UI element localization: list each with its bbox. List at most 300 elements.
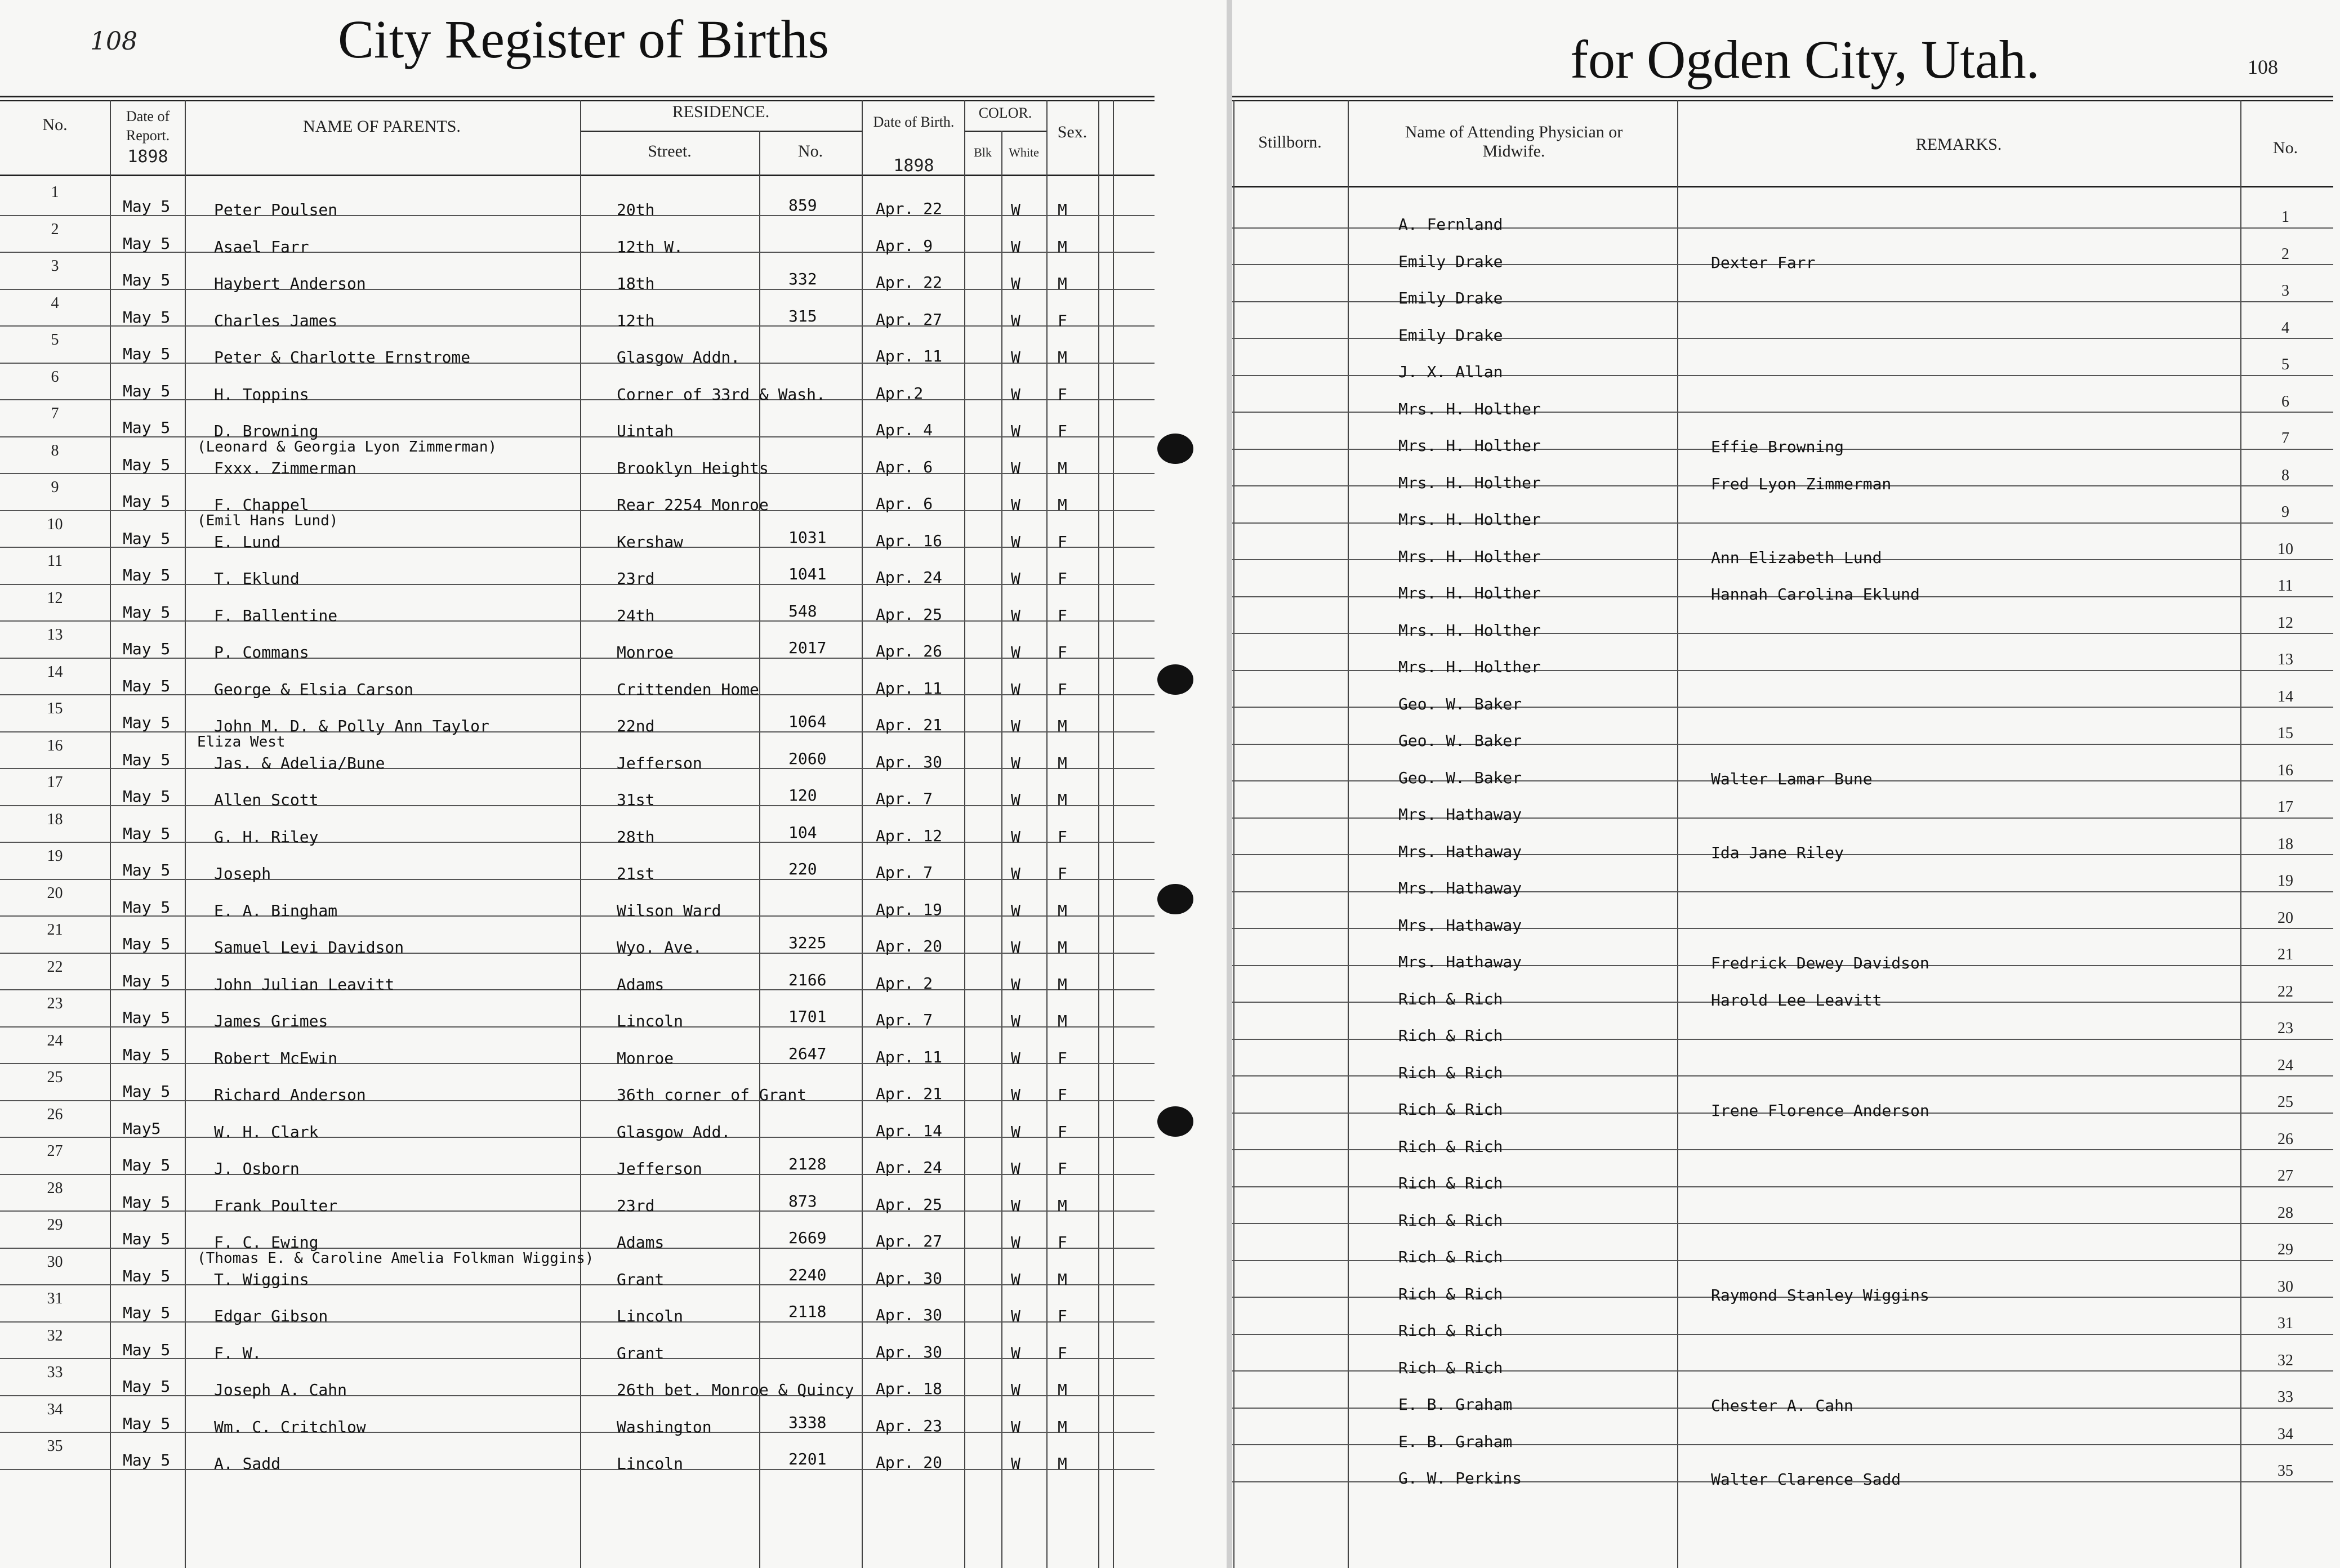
parents-name: Frank Poulter [214, 1196, 338, 1215]
street: 23rd [617, 1196, 655, 1215]
color: W [1011, 975, 1020, 994]
row-number: 28 [47, 1179, 63, 1197]
book-spine [1227, 0, 1232, 1568]
parents-name: F. C. Ewing [214, 1233, 319, 1252]
row-number: 23 [47, 995, 63, 1012]
row-number: 26 [2277, 1130, 2293, 1148]
row-number: 32 [2277, 1351, 2293, 1369]
row-rule [0, 1100, 1155, 1101]
street: Uintah [617, 422, 674, 440]
birth-date: Apr. 7 [876, 1011, 933, 1029]
color: W [1011, 938, 1020, 957]
street-number: 2240 [788, 1265, 827, 1284]
row-rule [0, 510, 1155, 511]
birth-date: Apr. 26 [876, 642, 943, 660]
parents-name: Peter & Charlotte Ernstrome [214, 348, 471, 367]
header-no: No. [2272, 139, 2298, 157]
sex: F [1058, 1233, 1067, 1252]
report-date: May 5 [123, 307, 171, 327]
parents-name: George & Elsia Carson [214, 680, 414, 699]
birth-date: Apr. 30 [876, 1342, 943, 1361]
street-number: 3338 [788, 1413, 827, 1432]
birth-date: Apr. 23 [876, 1416, 943, 1435]
street-number: 2166 [788, 970, 827, 989]
row-rule [1232, 1370, 2333, 1372]
residence-sub-rule [580, 131, 862, 132]
row-number: 19 [2277, 872, 2293, 890]
birth-date: Apr. 7 [876, 789, 933, 808]
row-number: 7 [51, 405, 59, 422]
row-rule [1232, 1075, 2333, 1076]
row-number: 33 [2277, 1388, 2293, 1406]
report-date: May 5 [123, 787, 171, 806]
col-divider [185, 100, 186, 1568]
physician-name: E. B. Graham [1398, 1395, 1513, 1414]
row-number: 12 [2277, 614, 2293, 632]
street-number: 2017 [788, 638, 827, 657]
col-divider [759, 131, 760, 1568]
row-rule [1232, 744, 2333, 745]
sex: F [1058, 606, 1067, 625]
physician-name: Rich & Rich [1398, 1100, 1503, 1119]
parents-name: F. Chappel [214, 495, 309, 514]
report-date: May 5 [123, 529, 171, 548]
birth-date: Apr. 7 [876, 863, 933, 882]
parents-name: John M. D. & Polly Ann Taylor [214, 717, 489, 735]
parents-name: W. H. Clark [214, 1122, 319, 1141]
sex: F [1058, 385, 1067, 404]
sex: F [1058, 422, 1067, 440]
report-date: May 5 [123, 676, 171, 695]
sex: M [1058, 975, 1067, 994]
street-number: 220 [788, 860, 817, 878]
row-number: 28 [2277, 1204, 2293, 1222]
birth-date: Apr. 25 [876, 1195, 943, 1214]
color: W [1011, 1270, 1020, 1289]
parents-name: E. A. Bingham [214, 901, 338, 920]
sex: M [1058, 458, 1067, 477]
col-divider [964, 100, 965, 1568]
row-rule [1232, 412, 2333, 413]
physician-name: J. X. Allan [1398, 363, 1503, 381]
color: W [1011, 753, 1020, 772]
row-number: 16 [2277, 761, 2293, 779]
report-date: May 5 [123, 824, 171, 843]
color: W [1011, 864, 1020, 883]
header-birth-year: 1898 [893, 156, 934, 176]
row-rule [1232, 670, 2333, 671]
row-rule [0, 1432, 1155, 1433]
parents-name: Charles James [214, 311, 338, 330]
street: Grant [617, 1343, 665, 1362]
birth-date: Apr. 11 [876, 678, 943, 698]
row-number: 31 [2277, 1315, 2293, 1332]
sex: F [1058, 680, 1067, 699]
row-number: 7 [2281, 430, 2289, 447]
row-number: 35 [47, 1437, 63, 1455]
street: Glasgow Addn. [617, 348, 741, 367]
sex: M [1058, 790, 1067, 809]
parents-name: Jas. & Adelia/Bune [214, 753, 385, 772]
header-name-of-parents: NAME OF PARENTS. [303, 117, 461, 136]
row-number: 6 [2281, 392, 2289, 410]
physician-name: Rich & Rich [1398, 1137, 1503, 1156]
street: 31st [617, 790, 655, 809]
row-number: 32 [47, 1326, 63, 1344]
physician-name: Geo. W. Baker [1398, 731, 1522, 750]
row-rule [0, 1284, 1155, 1285]
physician-name: Mrs. Hathaway [1398, 879, 1522, 897]
sex: M [1058, 348, 1067, 367]
header-street-no: No. [797, 142, 823, 160]
street: 24th [617, 606, 655, 625]
color-sub-rule [964, 131, 1046, 132]
parents-name: James Grimes [214, 1012, 328, 1030]
header-bottom-rule [0, 175, 1155, 176]
top-rule [0, 96, 1155, 97]
street-number: 2201 [788, 1450, 827, 1468]
row-number: 2 [2281, 245, 2289, 263]
row-rule [0, 1469, 1155, 1470]
report-date: May 5 [123, 1303, 171, 1322]
physician-name: Mrs. Hathaway [1398, 805, 1522, 824]
parents-note: Eliza West [197, 733, 286, 751]
physician-name: Geo. W. Baker [1398, 694, 1522, 713]
report-date: May 5 [123, 234, 171, 253]
row-rule [0, 620, 1155, 622]
row-rule [0, 1395, 1155, 1396]
row-rule [1232, 633, 2333, 634]
row-rule [0, 879, 1155, 880]
physician-name: Mrs. Hathaway [1398, 953, 1522, 971]
physician-name: Mrs. H. Holther [1398, 399, 1541, 418]
remarks: Chester A. Cahn [1711, 1396, 1853, 1415]
row-rule [1232, 1186, 2333, 1187]
sex: M [1058, 753, 1067, 772]
row-number: 27 [2277, 1167, 2293, 1185]
report-date: May 5 [123, 935, 171, 953]
row-rule [1232, 1260, 2333, 1261]
binder-hole [1157, 664, 1193, 695]
street-number: 315 [788, 306, 817, 325]
report-date: May 5 [123, 1451, 171, 1469]
color: W [1011, 200, 1020, 219]
header-color: COLOR. [978, 105, 1032, 121]
report-date: May 5 [123, 750, 171, 769]
row-number: 14 [47, 663, 63, 681]
street-number: 1701 [788, 1007, 827, 1026]
street: Kershaw [617, 532, 684, 551]
color: W [1011, 827, 1020, 846]
color: W [1011, 385, 1020, 404]
color: W [1011, 680, 1020, 699]
row-number: 9 [51, 479, 59, 496]
report-date: May 5 [123, 197, 171, 216]
row-number: 5 [2281, 356, 2289, 373]
color: W [1011, 569, 1020, 588]
col-divider [1677, 100, 1678, 1568]
row-number: 1 [51, 184, 59, 201]
row-number: 3 [2281, 282, 2289, 300]
street: 26th bet. Monroe & Quincy [617, 1381, 854, 1399]
street: Lincoln [617, 1454, 684, 1473]
street-number: 2118 [788, 1302, 827, 1321]
row-number: 21 [2277, 946, 2293, 963]
page-number: 108 [90, 27, 137, 56]
parents-name: P. Commans [214, 643, 309, 662]
row-rule [0, 989, 1155, 990]
sex: F [1058, 864, 1067, 883]
street-number: 859 [788, 196, 817, 215]
birth-date: Apr. 20 [876, 937, 943, 955]
street: 28th [617, 827, 655, 846]
parents-name: Edgar Gibson [214, 1307, 328, 1325]
street: 12th W. [617, 237, 684, 256]
row-number: 22 [47, 958, 63, 976]
row-number: 15 [47, 700, 63, 717]
row-number: 12 [47, 589, 63, 607]
row-rule [0, 805, 1155, 806]
street: Rear 2254 Monroe [617, 495, 769, 514]
physician-name: Mrs. H. Holther [1398, 473, 1541, 492]
physician-name: Mrs. H. Holther [1398, 584, 1541, 602]
row-number: 25 [47, 1069, 63, 1086]
row-number: 29 [2277, 1241, 2293, 1258]
row-number: 2 [51, 220, 59, 238]
row-number: 8 [51, 441, 59, 459]
row-number: 18 [47, 810, 63, 828]
report-date: May 5 [123, 1377, 171, 1396]
parents-name: G. H. Riley [214, 827, 319, 846]
street: Washington [617, 1417, 712, 1436]
header-blk: Blk [974, 145, 992, 159]
sex: F [1058, 1085, 1067, 1104]
report-date: May 5 [123, 1230, 171, 1248]
row-number: 34 [47, 1400, 63, 1418]
street: Lincoln [617, 1012, 684, 1030]
col-divider [1046, 100, 1048, 1568]
row-rule [0, 1248, 1155, 1249]
col-divider [1233, 100, 1234, 1568]
row-number: 34 [2277, 1425, 2293, 1443]
birth-date: Apr. 25 [876, 605, 943, 624]
color: W [1011, 348, 1020, 367]
row-rule [0, 953, 1155, 954]
row-rule [0, 399, 1155, 400]
col-divider [110, 100, 111, 1568]
birth-date: Apr. 24 [876, 568, 943, 587]
sex: F [1058, 1159, 1067, 1178]
parents-name: F. W. [214, 1343, 262, 1362]
row-number: 31 [47, 1290, 63, 1307]
birth-date: Apr. 19 [876, 900, 943, 919]
sex: M [1058, 237, 1067, 256]
report-date: May 5 [123, 455, 171, 474]
street: Monroe [617, 1048, 674, 1067]
street-number: 2647 [788, 1044, 827, 1063]
row-rule [1232, 1039, 2333, 1040]
birth-date: Apr.2 [876, 383, 924, 403]
remarks: Ann Elizabeth Lund [1711, 548, 1882, 567]
row-number: 11 [2277, 577, 2293, 595]
street: 23rd [617, 569, 655, 588]
color: W [1011, 1343, 1020, 1362]
header-no: No. [42, 115, 68, 134]
color: W [1011, 495, 1020, 514]
row-number: 13 [47, 626, 63, 644]
parents-name: Fxxx. Zimmerman [214, 458, 356, 477]
row-rule [1232, 522, 2333, 524]
parents-name: J. Osborn [214, 1159, 300, 1178]
parents-name: Haybert Anderson [214, 274, 366, 293]
row-number: 21 [47, 921, 63, 939]
row-number: 9 [2281, 503, 2289, 521]
header-bottom-rule [1232, 186, 2333, 187]
color: W [1011, 311, 1020, 330]
color: W [1011, 1122, 1020, 1141]
sex: F [1058, 1048, 1067, 1067]
report-date: May 5 [123, 1008, 171, 1027]
report-date: May 5 [123, 640, 171, 658]
parents-name: D. Browning [214, 422, 319, 440]
row-number: 35 [2277, 1462, 2293, 1480]
row-rule [1232, 227, 2333, 229]
header-sex: Sex. [1057, 123, 1087, 141]
sex: M [1058, 1417, 1067, 1436]
color: W [1011, 532, 1020, 551]
remarks: Harold Lee Leavitt [1711, 990, 1882, 1009]
birth-date: Apr. 11 [876, 1047, 943, 1066]
birth-date: Apr. 21 [876, 716, 943, 734]
remarks: Walter Lamar Bune [1711, 769, 1873, 788]
street: Crittenden Home [617, 680, 759, 699]
street: Wilson Ward [617, 901, 721, 920]
sex: F [1058, 1343, 1067, 1362]
row-number: 1 [2281, 208, 2289, 226]
report-date: May 5 [123, 1340, 171, 1359]
birth-date: Apr. 12 [876, 826, 943, 845]
row-number: 24 [47, 1031, 63, 1049]
row-rule [1232, 928, 2333, 929]
parents-name: Allen Scott [214, 790, 319, 809]
street: Wyo. Ave. [617, 938, 702, 957]
row-rule [1232, 891, 2333, 892]
report-date: May 5 [123, 1266, 171, 1285]
physician-name: Rich & Rich [1398, 1026, 1503, 1045]
row-number: 27 [47, 1142, 63, 1160]
row-rule [0, 325, 1155, 327]
top-rule-2 [0, 100, 1155, 101]
row-rule [1232, 1444, 2333, 1445]
row-rule [0, 658, 1155, 659]
street: Grant [617, 1270, 665, 1289]
parents-name: Joseph [214, 864, 271, 883]
remarks: Fred Lyon Zimmerman [1711, 474, 1892, 493]
row-number: 26 [47, 1105, 63, 1123]
row-rule [0, 252, 1155, 253]
parents-name: John Julian Leavitt [214, 975, 395, 994]
parents-note: (Emil Hans Lund) [197, 512, 338, 529]
col-divider [1113, 100, 1114, 1568]
col-divider [862, 100, 863, 1568]
row-number: 15 [2277, 725, 2293, 742]
physician-name: Mrs. H. Holther [1398, 620, 1541, 640]
row-number: 25 [2277, 1093, 2293, 1111]
parents-name: Samuel Levi Davidson [214, 938, 404, 957]
sex: M [1058, 1270, 1067, 1289]
physician-name: Emily Drake [1398, 252, 1503, 271]
physician-name: G. W. Perkins [1398, 1469, 1522, 1487]
row-number: 30 [2277, 1277, 2293, 1296]
birth-date: Apr. 18 [876, 1379, 943, 1398]
sex: F [1058, 643, 1067, 662]
birth-date: Apr. 27 [876, 1232, 943, 1250]
sex: M [1058, 1196, 1067, 1215]
color: W [1011, 1159, 1020, 1178]
row-rule [0, 436, 1155, 437]
parents-note: (Leonard & Georgia Lyon Zimmerman) [197, 438, 497, 455]
street: Adams [617, 975, 665, 994]
row-rule [1232, 707, 2333, 708]
physician-name: Rich & Rich [1398, 1248, 1503, 1266]
page-number: 108 [2248, 56, 2278, 78]
row-number: 17 [47, 774, 63, 791]
row-rule [1232, 301, 2333, 302]
report-date: May 5 [123, 971, 171, 990]
street-number: 3225 [788, 933, 827, 952]
row-number: 10 [47, 515, 63, 533]
row-rule [0, 584, 1155, 585]
right-page [1232, 0, 2340, 1568]
header-date-of-report: Date of Report. [126, 108, 170, 144]
street-number: 332 [788, 270, 817, 288]
sex: M [1058, 495, 1067, 514]
physician-name: Rich & Rich [1398, 989, 1503, 1008]
binder-hole [1157, 1106, 1193, 1137]
physician-name: Rich & Rich [1398, 1321, 1503, 1340]
physician-name: Mrs. H. Holther [1398, 547, 1541, 566]
row-number: 10 [2277, 540, 2293, 558]
remarks: Effie Browning [1711, 437, 1844, 456]
street: Jefferson [617, 753, 702, 772]
sex: M [1058, 1454, 1067, 1473]
physician-name: Geo. W. Baker [1398, 768, 1522, 787]
row-rule [0, 1321, 1155, 1323]
row-rule [0, 915, 1155, 917]
parents-name: Wm. C. Critchlow [214, 1417, 366, 1436]
birth-date: Apr. 6 [876, 494, 933, 513]
street: 22nd [617, 717, 655, 735]
birth-date: Apr. 30 [876, 1306, 943, 1324]
row-number: 6 [51, 368, 59, 386]
color: W [1011, 606, 1020, 625]
birth-date: Apr. 20 [876, 1453, 943, 1472]
report-date: May 5 [123, 861, 171, 879]
report-date: May 5 [123, 1192, 171, 1212]
birth-date: Apr. 22 [876, 273, 943, 292]
street: Glasgow Add. [617, 1122, 731, 1141]
birth-date: Apr. 30 [876, 1268, 943, 1288]
street: Brooklyn Heights [617, 458, 769, 477]
street: 36th corner of Grant [617, 1085, 807, 1104]
row-number: 33 [47, 1364, 63, 1381]
birth-date: Apr. 24 [876, 1158, 943, 1177]
header-physician: Name of Attending Physician or Midwife. [1405, 123, 1623, 160]
sex: F [1058, 1307, 1067, 1325]
physician-name: Rich & Rich [1398, 1174, 1503, 1192]
report-date: May 5 [123, 271, 171, 289]
physician-name: Mrs. Hathaway [1398, 842, 1522, 861]
